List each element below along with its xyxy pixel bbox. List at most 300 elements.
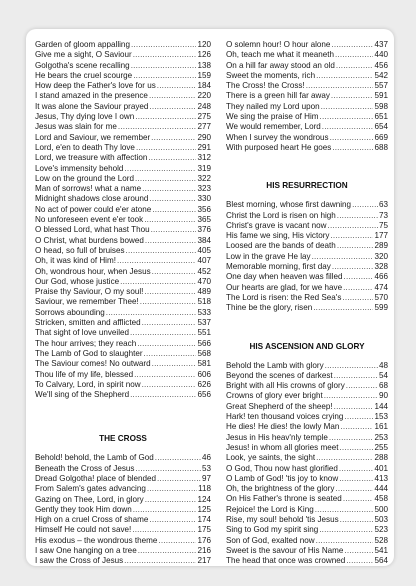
entry-title: Sing to God my spirit sing <box>226 525 319 535</box>
index-entry <box>226 303 388 313</box>
entry-title: Beneath the Cross of Jesus <box>35 463 135 473</box>
index-entry <box>35 495 211 505</box>
entry-page-number: 126 <box>197 50 211 60</box>
entry-title: Low on the ground the Lord <box>35 173 134 183</box>
entry-page-number: 118 <box>198 484 211 494</box>
index-entry <box>226 133 388 143</box>
dot-leader <box>346 556 373 566</box>
index-entry <box>35 205 211 215</box>
entry-title: I saw the Cross of Jesus <box>35 556 124 566</box>
entry-page-number: 159 <box>197 70 211 80</box>
dot-leader <box>158 536 196 546</box>
index-entry <box>226 252 388 262</box>
index-entry <box>226 112 388 122</box>
entry-title: Himself He could not save! <box>35 525 132 535</box>
entry-page-number: 456 <box>374 60 388 70</box>
entry-page-number: 290 <box>197 132 211 142</box>
entry-title: Bright with all His crowns of glory <box>226 381 345 391</box>
dot-leader <box>106 308 197 318</box>
dot-leader <box>344 546 373 556</box>
dot-leader <box>339 474 373 484</box>
entry-page-number: 489 <box>197 287 211 297</box>
index-section <box>226 361 388 566</box>
dot-leader <box>124 164 196 174</box>
entry-title: Sweet is the savour of His Name <box>226 545 344 555</box>
index-entry <box>35 380 211 390</box>
index-entry <box>35 287 211 297</box>
dot-leader <box>142 184 196 194</box>
index-entry <box>35 184 211 194</box>
entry-page-number: 541 <box>374 545 388 555</box>
index-entry <box>35 174 211 184</box>
entry-title: O solemn hour! O hour alone <box>226 40 331 49</box>
dot-leader <box>155 453 201 463</box>
entry-title: Our hearts are glad, for we have <box>226 282 343 292</box>
entry-title: Jesus, Thy dying love I own <box>35 112 135 122</box>
dot-leader <box>152 205 196 215</box>
index-entry <box>35 133 211 143</box>
dot-leader <box>331 40 373 50</box>
entry-page-number: 458 <box>374 494 388 504</box>
entry-title: Oh, the brightness of the glory <box>226 484 335 494</box>
entry-title: O Lamb of God! 'tis joy to know <box>226 473 339 483</box>
entry-page-number: 177 <box>374 231 388 241</box>
dot-leader <box>147 484 197 494</box>
entry-page-number: 365 <box>197 215 211 225</box>
entry-page-number: 568 <box>197 348 211 358</box>
dot-leader <box>316 453 373 463</box>
entry-page-number: 68 <box>378 381 388 391</box>
entry-title: Thou life of my life, blessed <box>35 369 134 379</box>
entry-title: Jesus! in whom all glories meet <box>226 442 339 452</box>
entry-title: The Lord is risen: the Red Sea's <box>226 292 342 302</box>
dot-leader <box>325 361 378 371</box>
index-entry <box>35 505 211 515</box>
entry-title: Saviour, we remember Thee! <box>35 297 139 307</box>
entry-page-number: 144 <box>374 401 388 411</box>
entry-title: When I survey the wondrous <box>226 132 329 142</box>
dot-leader <box>149 194 196 204</box>
entry-page-number: 537 <box>197 318 211 328</box>
entry-page-number: 598 <box>374 101 388 111</box>
dot-leader <box>332 143 373 153</box>
dot-leader <box>334 371 378 381</box>
entry-page-number: 651 <box>374 112 388 122</box>
entry-title: Praise thy Saviour, O my soul! <box>35 287 144 297</box>
index-entry <box>226 283 388 293</box>
entry-page-number: 503 <box>374 514 388 524</box>
entry-title: The Cross! the Cross! <box>226 81 305 91</box>
index-entry <box>226 40 388 50</box>
index-entry <box>226 61 388 71</box>
entry-title: The hour arrives; they reach <box>35 338 137 348</box>
entry-title: It was alone the Saviour prayed <box>35 101 149 111</box>
index-section <box>35 453 211 566</box>
entry-page-number: 53 <box>201 463 211 473</box>
dot-leader <box>120 277 196 287</box>
entry-title: To Calvary, Lord, in spirit now <box>35 379 141 389</box>
index-entry <box>35 225 211 235</box>
dot-leader <box>152 359 197 369</box>
dot-leader <box>130 328 196 338</box>
dot-leader <box>126 246 197 256</box>
dot-leader <box>151 133 196 143</box>
index-entry <box>226 464 388 474</box>
dot-leader <box>140 297 197 307</box>
entry-title: O head, so full of bruises <box>35 245 125 255</box>
index-entry <box>35 370 211 380</box>
entry-page-number: 444 <box>374 484 388 494</box>
index-entry <box>35 359 211 369</box>
index-entry <box>35 318 211 328</box>
index-entry <box>35 474 211 484</box>
index-entry <box>35 515 211 525</box>
entry-page-number: 288 <box>374 453 388 463</box>
dot-leader <box>316 71 373 81</box>
index-entry <box>35 164 211 174</box>
index-entry <box>35 390 211 400</box>
entry-page-number: 124 <box>197 494 211 504</box>
entry-title: Give me a sight, O Saviour <box>35 50 132 60</box>
entry-page-number: 407 <box>197 256 211 266</box>
index-section <box>226 200 388 313</box>
dot-leader <box>313 303 373 313</box>
index-entry <box>226 453 388 463</box>
index-entry <box>35 267 211 277</box>
entry-page-number: 566 <box>197 338 211 348</box>
dot-leader <box>343 283 373 293</box>
index-entry <box>226 221 388 231</box>
entry-page-number: 255 <box>374 442 388 452</box>
entry-page-number: 97 <box>201 473 211 483</box>
dot-leader <box>352 200 378 210</box>
entry-page-number: 528 <box>374 535 388 545</box>
dot-leader <box>312 252 374 262</box>
dot-leader <box>319 525 373 535</box>
index-entry <box>35 112 211 122</box>
dot-leader <box>133 71 196 81</box>
dot-leader <box>339 464 374 474</box>
dot-leader <box>142 318 197 328</box>
entry-page-number: 54 <box>378 370 388 380</box>
index-entry <box>226 272 388 282</box>
entry-title: Oh, teach me what it meaneth <box>226 50 334 60</box>
entry-title: Garden of gloom appalling <box>35 40 130 49</box>
dot-leader <box>337 241 374 251</box>
entry-title: Christ the Lord is risen on high <box>226 210 336 220</box>
index-entry <box>35 556 211 566</box>
entry-page-number: 669 <box>374 132 388 142</box>
entry-title: One day when heaven was filled <box>226 272 343 282</box>
index-entry <box>226 293 388 303</box>
entry-title: Lord and Saviour, we remember <box>35 132 151 142</box>
entry-title: Lord, we treasure with affection <box>35 153 148 163</box>
dot-leader <box>340 515 374 525</box>
entry-title: Love's immensity behold <box>35 163 124 173</box>
index-entry <box>226 211 388 221</box>
entry-title: Loosed are the bands of death <box>226 241 336 251</box>
dot-leader <box>157 81 197 91</box>
entry-title: O Christ, what burdens bowed <box>35 235 144 245</box>
index-entry <box>226 505 388 515</box>
entry-title: Low in the grave He lay <box>226 251 311 261</box>
entry-title: Golgotha's scene recalling <box>35 60 130 70</box>
dot-leader <box>330 231 373 241</box>
entry-page-number: 46 <box>201 453 211 463</box>
entry-title: Gently they took Him down <box>35 504 132 514</box>
entry-title: Christ's grave is vacant now <box>226 220 327 230</box>
entry-page-number: 500 <box>374 504 388 514</box>
dot-leader <box>331 91 374 101</box>
dot-leader <box>124 556 196 566</box>
entry-title: Midnight shadows close around <box>35 194 149 204</box>
dot-leader <box>131 61 197 71</box>
index-entry <box>226 102 388 112</box>
index-entry <box>35 277 211 287</box>
index-entry <box>226 556 388 566</box>
dot-leader <box>149 102 196 112</box>
dot-leader <box>133 50 197 60</box>
index-entry <box>226 546 388 556</box>
index-entry <box>226 433 388 443</box>
entry-page-number: 356 <box>197 204 211 214</box>
section-heading-his-resurrection: HIS RESURRECTION <box>266 181 348 191</box>
entry-page-number: 291 <box>197 142 211 152</box>
index-entry <box>226 381 388 391</box>
entry-title: There is a green hill far away <box>226 91 330 101</box>
entry-title: We'll sing of the Shepherd <box>35 390 130 400</box>
entry-page-number: 401 <box>374 463 388 473</box>
entry-page-number: 557 <box>374 81 388 91</box>
entry-title: Sorrows abounding <box>35 307 105 317</box>
entry-page-number: 275 <box>197 112 211 122</box>
entry-page-number: 289 <box>374 241 388 251</box>
dot-leader <box>136 143 197 153</box>
entry-page-number: 90 <box>378 391 388 401</box>
index-entry <box>35 308 211 318</box>
entry-page-number: 220 <box>197 91 211 101</box>
index-entry <box>226 231 388 241</box>
dot-leader <box>135 464 201 474</box>
dot-leader <box>332 262 374 272</box>
dot-leader <box>344 272 374 282</box>
index-entry <box>226 412 388 422</box>
entry-page-number: 518 <box>197 297 211 307</box>
entry-page-number: 328 <box>374 262 388 272</box>
entry-title: Look, ye saints, the sight <box>226 453 316 463</box>
entry-title: The head that once was crowned <box>226 556 346 566</box>
index-entry <box>35 484 211 494</box>
index-entry <box>226 515 388 525</box>
entry-page-number: 75 <box>378 220 388 230</box>
dot-leader <box>138 546 197 556</box>
entry-title: Sweet the moments, rich <box>226 70 316 80</box>
index-entry <box>226 50 388 60</box>
index-entry <box>35 339 211 349</box>
entry-page-number: 599 <box>374 303 388 313</box>
dot-leader <box>330 133 374 143</box>
dot-leader <box>149 91 197 101</box>
index-entry <box>35 546 211 556</box>
dot-leader <box>157 474 201 484</box>
dot-leader <box>142 380 197 390</box>
index-entry <box>35 102 211 112</box>
entry-page-number: 688 <box>374 142 388 152</box>
dot-leader <box>340 422 373 432</box>
dot-leader <box>117 256 197 266</box>
entry-title: Blest morning, whose first dawning <box>226 200 352 210</box>
dot-leader <box>145 495 197 505</box>
entry-title: From Salem's gates advancing <box>35 484 146 494</box>
index-entry <box>35 256 211 266</box>
index-page <box>26 29 394 566</box>
entry-title: They nailed my Lord upon <box>226 101 320 111</box>
index-entry <box>35 453 211 463</box>
index-entry <box>35 40 211 50</box>
index-entry <box>35 297 211 307</box>
dot-leader <box>322 122 374 132</box>
entry-title: Jesus in His heav'nly temple <box>226 432 328 442</box>
index-entry <box>35 215 211 225</box>
dot-leader <box>334 402 374 412</box>
index-entry <box>226 443 388 453</box>
entry-title: He dies! He dies! the lowly Man <box>226 422 340 432</box>
entry-title: Lord, e'en to death Thy love <box>35 142 135 152</box>
entry-page-number: 581 <box>197 359 211 369</box>
entry-page-number: 319 <box>197 163 211 173</box>
dot-leader <box>148 153 196 163</box>
entry-page-number: 320 <box>374 251 388 261</box>
section-heading-his-ascension-and-glory: HIS ASCENSION AND GLORY <box>249 341 365 351</box>
dot-leader <box>151 225 197 235</box>
dot-leader <box>145 236 197 246</box>
index-entry <box>226 143 388 153</box>
entry-page-number: 176 <box>197 535 211 545</box>
entry-page-number: 175 <box>197 525 211 535</box>
entry-title: Behold the Lamb with glory <box>226 360 324 370</box>
entry-page-number: 153 <box>374 412 388 422</box>
entry-title: High on a cruel Cross of shame <box>35 515 149 525</box>
index-entry <box>35 81 211 91</box>
entry-title: With purposed heart He goes <box>226 142 332 152</box>
entry-page-number: 330 <box>197 194 211 204</box>
dot-leader <box>335 50 374 60</box>
entry-page-number: 413 <box>374 473 388 483</box>
index-entry <box>226 361 388 371</box>
entry-title: Oh, it was kind of Him! <box>35 256 116 266</box>
dot-leader <box>131 40 197 50</box>
entry-title: Stricken, smitten and afflicted <box>35 318 141 328</box>
dot-leader <box>342 293 373 303</box>
entry-page-number: 606 <box>197 369 211 379</box>
entry-title: How deep the Father's love for us <box>35 81 156 91</box>
dot-leader <box>337 211 378 221</box>
index-entry <box>226 422 388 432</box>
entry-page-number: 626 <box>197 379 211 389</box>
entry-title: I saw One hanging on a tree <box>35 546 137 556</box>
entry-page-number: 466 <box>374 272 388 282</box>
index-entry <box>226 200 388 210</box>
index-entry <box>35 349 211 359</box>
dot-leader <box>144 287 196 297</box>
entry-page-number: 277 <box>197 122 211 132</box>
entry-page-number: 120 <box>197 40 211 49</box>
dot-leader <box>344 412 373 422</box>
index-entry <box>35 246 211 256</box>
index-entry <box>35 536 211 546</box>
entry-page-number: 654 <box>374 122 388 132</box>
entry-page-number: 384 <box>197 235 211 245</box>
entry-title: No unforeseen event e'er took <box>35 215 144 225</box>
entry-title: His exodus – the wondrous theme <box>35 535 158 545</box>
left-column <box>35 40 211 566</box>
index-entry <box>35 61 211 71</box>
dot-leader <box>135 112 196 122</box>
entry-title: O God, Thou now hast glorified <box>226 463 338 473</box>
right-column <box>226 40 388 566</box>
entry-page-number: 216 <box>197 546 211 556</box>
entry-title: On a hill far away stood an old <box>226 60 335 70</box>
index-entry <box>226 525 388 535</box>
dot-leader <box>152 267 197 277</box>
dot-leader <box>134 370 196 380</box>
entry-title: I stand amazed in the presence <box>35 91 148 101</box>
entry-title: On His Father's throne is seated <box>226 494 342 504</box>
entry-title: Behold! behold, the Lamb of God <box>35 453 154 463</box>
entry-page-number: 161 <box>374 422 388 432</box>
entry-page-number: 322 <box>197 173 211 183</box>
dot-leader <box>144 349 197 359</box>
entry-page-number: 174 <box>197 515 211 525</box>
index-entry <box>35 328 211 338</box>
entry-title: Gazing on Thee, Lord, in glory <box>35 494 144 504</box>
entry-page-number: 542 <box>374 70 388 80</box>
entry-title: Thine be the glory, risen <box>226 303 313 313</box>
entry-page-number: 248 <box>197 101 211 111</box>
entry-page-number: 48 <box>378 360 388 370</box>
entry-page-number: 440 <box>374 50 388 60</box>
entry-title: Dread Golgotha! place of blended <box>35 473 157 483</box>
dot-leader <box>130 390 196 400</box>
index-entry <box>226 71 388 81</box>
entry-page-number: 452 <box>197 266 211 276</box>
entry-page-number: 564 <box>374 556 388 566</box>
entry-page-number: 217 <box>197 556 211 566</box>
index-entry <box>226 262 388 272</box>
entry-page-number: 323 <box>197 184 211 194</box>
entry-title: The Lamb of God to slaughter <box>35 348 143 358</box>
index-entry <box>226 122 388 132</box>
entry-page-number: 470 <box>197 276 211 286</box>
entry-title: Hark! ten thousand voices crying <box>226 412 344 422</box>
dot-leader <box>335 484 373 494</box>
entry-title: Oh, wondrous hour, when Jesus <box>35 266 151 276</box>
entry-page-number: 437 <box>374 40 388 49</box>
dot-leader <box>328 221 378 231</box>
entry-page-number: 523 <box>374 525 388 535</box>
dot-leader <box>137 339 196 349</box>
dot-leader <box>339 443 373 453</box>
dot-leader <box>149 515 196 525</box>
index-entry <box>35 143 211 153</box>
index-entry <box>226 536 388 546</box>
entry-page-number: 376 <box>197 225 211 235</box>
entry-page-number: 73 <box>378 210 388 220</box>
index-entry <box>35 71 211 81</box>
entry-page-number: 656 <box>197 390 211 400</box>
entry-title: Beyond the scenes of darkest <box>226 370 333 380</box>
index-section <box>35 40 211 400</box>
